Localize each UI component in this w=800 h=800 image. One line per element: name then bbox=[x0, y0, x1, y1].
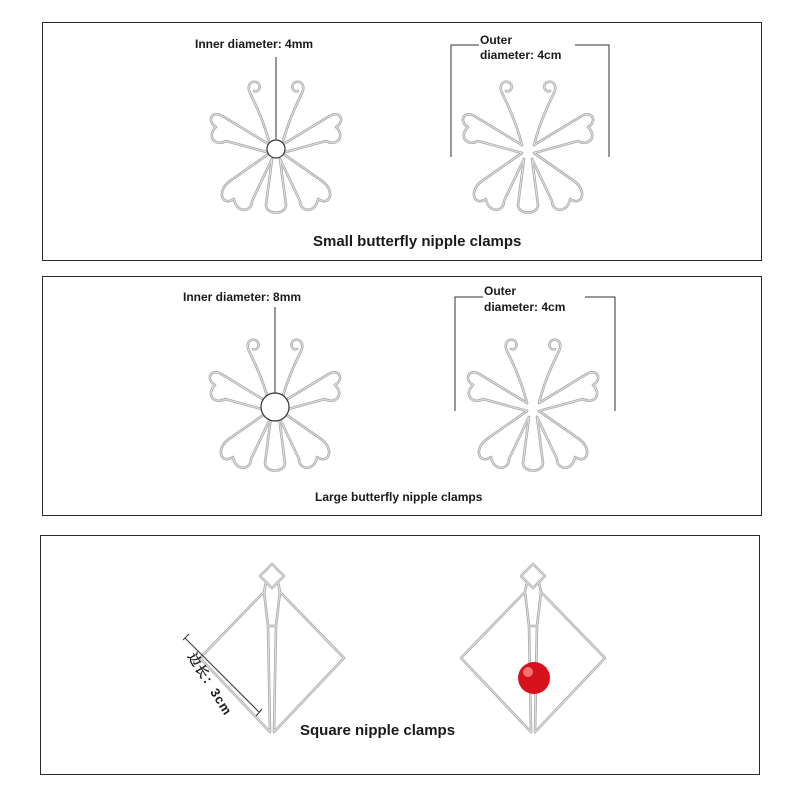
square-clamp-caption: Square nipple clamps bbox=[300, 722, 456, 739]
outer-diameter-label-line1: Outer bbox=[480, 33, 513, 47]
red-bead bbox=[518, 662, 550, 694]
inner-diameter-ring bbox=[267, 140, 285, 158]
square-clamp-illustration bbox=[41, 536, 761, 776]
outer-diameter-label-line1: Outer bbox=[484, 284, 517, 298]
small-butterfly-illustration bbox=[43, 23, 763, 263]
inner-diameter-ring bbox=[261, 393, 289, 421]
large-butterfly-panel bbox=[42, 276, 762, 516]
side-length-label: 边长：3cm bbox=[184, 649, 236, 719]
small-butterfly-panel bbox=[42, 22, 762, 261]
large-butterfly-clamp-right bbox=[468, 340, 598, 471]
inner-diameter-label: Inner diameter: 4mm bbox=[195, 37, 314, 51]
large-butterfly-caption: Large butterfly nipple clamps bbox=[315, 490, 483, 504]
square-clamp-panel bbox=[40, 535, 760, 775]
outer-diameter-label-line2: diameter: 4cm bbox=[480, 48, 562, 62]
inner-diameter-label: Inner diameter: 8mm bbox=[183, 290, 302, 304]
large-butterfly-illustration bbox=[43, 277, 763, 517]
small-butterfly-clamp-right bbox=[463, 82, 593, 213]
square-clamp-right bbox=[461, 564, 605, 732]
small-butterfly-caption: Small butterfly nipple clamps bbox=[313, 233, 522, 250]
outer-diameter-label-line2: diameter: 4cm bbox=[484, 300, 566, 314]
